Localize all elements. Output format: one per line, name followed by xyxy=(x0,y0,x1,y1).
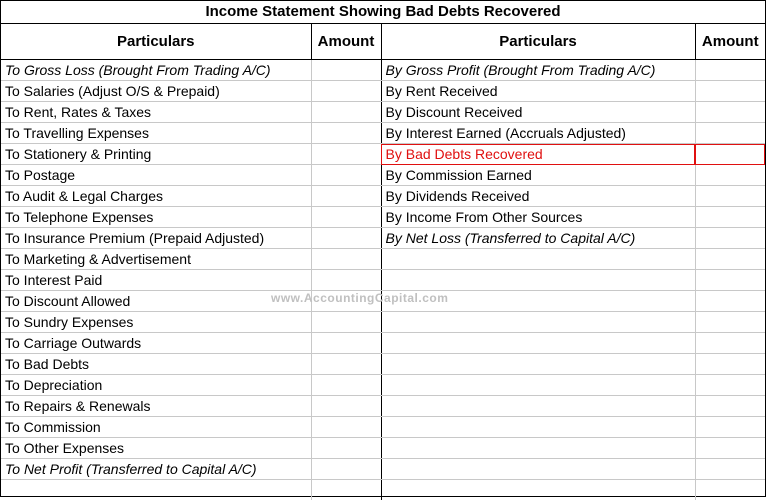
debit-amount-cell xyxy=(311,102,381,123)
table-row xyxy=(1,81,765,102)
table-row xyxy=(1,480,765,501)
debit-particular-cell: To Bad Debts xyxy=(1,354,311,375)
credit-particular-cell xyxy=(381,438,695,459)
credit-amount-cell xyxy=(695,354,765,375)
debit-particular-cell: To Depreciation xyxy=(1,375,311,396)
credit-amount-cell xyxy=(695,333,765,354)
credit-particular-cell xyxy=(381,249,695,270)
table-row xyxy=(1,165,765,186)
table-row xyxy=(1,396,765,417)
credit-particular-cell: By Dividends Received xyxy=(381,186,695,207)
credit-amount-cell xyxy=(695,291,765,312)
debit-particular-cell: To Insurance Premium (Prepaid Adjusted) xyxy=(1,228,311,249)
debit-particular-cell: To Rent, Rates & Taxes xyxy=(1,102,311,123)
table-row xyxy=(1,459,765,480)
credit-particular-cell xyxy=(381,354,695,375)
table-row xyxy=(1,438,765,459)
credit-particular-cell: By Discount Received xyxy=(381,102,695,123)
debit-amount-cell xyxy=(311,60,381,81)
debit-particular-cell: To Repairs & Renewals xyxy=(1,396,311,417)
credit-amount-cell xyxy=(695,375,765,396)
credit-amount-cell xyxy=(695,249,765,270)
debit-amount-cell xyxy=(311,270,381,291)
statement-title: Income Statement Showing Bad Debts Recovered xyxy=(1,1,765,24)
debit-amount-cell xyxy=(311,354,381,375)
credit-amount-cell xyxy=(695,480,765,501)
debit-particular-cell: To Sundry Expenses xyxy=(1,312,311,333)
debit-amount-cell xyxy=(311,375,381,396)
credit-particular-cell xyxy=(381,375,695,396)
debit-amount-cell xyxy=(311,312,381,333)
table-row xyxy=(1,417,765,438)
highlighted-bad-debts-recovered: By Bad Debts Recovered xyxy=(381,144,695,165)
table-row xyxy=(1,186,765,207)
debit-particular-cell: To Stationery & Printing xyxy=(1,144,311,165)
debit-particular-cell: To Audit & Legal Charges xyxy=(1,186,311,207)
debit-particular-cell: To Marketing & Advertisement xyxy=(1,249,311,270)
table-row xyxy=(1,123,765,144)
credit-particular-cell xyxy=(381,333,695,354)
credit-amount-cell xyxy=(695,228,765,249)
debit-amount-cell xyxy=(311,438,381,459)
header-amount-debit: Amount xyxy=(311,24,381,60)
debit-particular-cell: To Carriage Outwards xyxy=(1,333,311,354)
debit-amount-cell xyxy=(311,144,381,165)
debit-particular-cell: To Net Profit (Transferred to Capital A/C) xyxy=(1,459,311,480)
credit-amount-cell xyxy=(695,60,765,81)
debit-amount-cell xyxy=(311,123,381,144)
statement-table xyxy=(1,24,765,500)
debit-amount-cell xyxy=(311,186,381,207)
credit-particular-cell: By Commission Earned xyxy=(381,165,695,186)
debit-amount-cell xyxy=(311,207,381,228)
header-particulars-debit: Particulars xyxy=(1,24,311,60)
debit-amount-cell xyxy=(311,165,381,186)
credit-amount-cell xyxy=(695,438,765,459)
credit-amount-cell xyxy=(695,165,765,186)
table-row xyxy=(1,249,765,270)
credit-amount-cell xyxy=(695,81,765,102)
table-row xyxy=(1,354,765,375)
debit-particular-cell: To Gross Loss (Brought From Trading A/C) xyxy=(1,60,311,81)
credit-amount-cell xyxy=(695,144,765,165)
header-row xyxy=(1,24,765,60)
credit-amount-cell xyxy=(695,207,765,228)
credit-particular-cell xyxy=(381,459,695,480)
credit-amount-cell xyxy=(695,312,765,333)
debit-particular-cell: To Telephone Expenses xyxy=(1,207,311,228)
credit-amount-cell xyxy=(695,102,765,123)
credit-amount-cell xyxy=(695,417,765,438)
credit-particular-cell xyxy=(381,396,695,417)
credit-amount-cell xyxy=(695,270,765,291)
credit-amount-cell xyxy=(695,396,765,417)
debit-amount-cell xyxy=(311,396,381,417)
credit-particular-cell: By Interest Earned (Accruals Adjusted) xyxy=(381,123,695,144)
credit-amount-cell xyxy=(695,186,765,207)
credit-amount-cell xyxy=(695,123,765,144)
credit-particular-cell xyxy=(381,312,695,333)
debit-amount-cell xyxy=(311,333,381,354)
debit-particular-cell: To Salaries (Adjust O/S & Prepaid) xyxy=(1,81,311,102)
debit-amount-cell xyxy=(311,81,381,102)
debit-particular-cell: To Postage xyxy=(1,165,311,186)
table-row xyxy=(1,60,765,81)
debit-amount-cell xyxy=(311,459,381,480)
table-row xyxy=(1,228,765,249)
credit-particular-cell: By Income From Other Sources xyxy=(381,207,695,228)
credit-particular-cell xyxy=(381,417,695,438)
debit-amount-cell xyxy=(311,249,381,270)
credit-amount-cell xyxy=(695,459,765,480)
header-particulars-credit: Particulars xyxy=(381,24,695,60)
table-row xyxy=(1,144,765,165)
table-row xyxy=(1,102,765,123)
header-amount-credit: Amount xyxy=(695,24,765,60)
credit-particular-cell xyxy=(381,480,695,501)
debit-particular-cell: To Other Expenses xyxy=(1,438,311,459)
credit-particular-cell: By Gross Profit (Brought From Trading A/C) xyxy=(381,60,695,81)
debit-particular-cell: To Travelling Expenses xyxy=(1,123,311,144)
credit-particular-cell: By Net Loss (Transferred to Capital A/C) xyxy=(381,228,695,249)
debit-particular-cell: To Commission xyxy=(1,417,311,438)
credit-particular-cell: By Rent Received xyxy=(381,81,695,102)
table-row xyxy=(1,207,765,228)
debit-amount-cell xyxy=(311,480,381,501)
watermark-text: www.AccountingCapital.com xyxy=(271,291,449,305)
table-row xyxy=(1,270,765,291)
debit-amount-cell xyxy=(311,228,381,249)
debit-particular-cell: To Interest Paid xyxy=(1,270,311,291)
debit-amount-cell xyxy=(311,417,381,438)
credit-particular-cell xyxy=(381,270,695,291)
debit-particular-cell: To Discount Allowed xyxy=(1,291,311,312)
table-row xyxy=(1,312,765,333)
table-row xyxy=(1,333,765,354)
debit-particular-cell xyxy=(1,480,311,501)
table-row xyxy=(1,375,765,396)
